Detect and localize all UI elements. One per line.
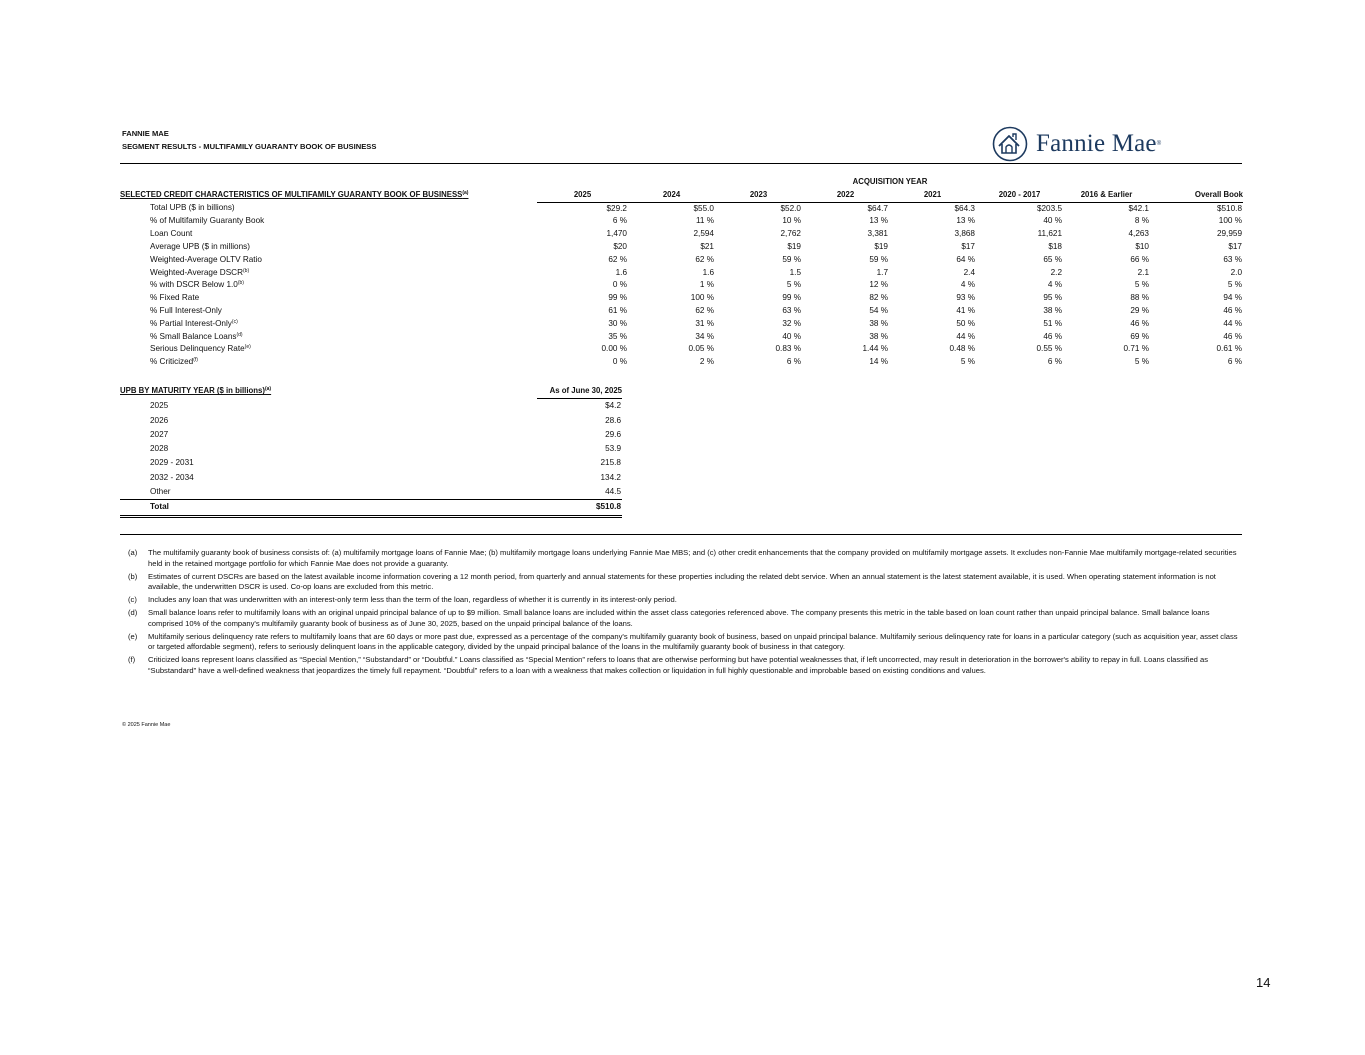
row-label-text: % Partial Interest-Only bbox=[150, 318, 232, 328]
footnote-letter: (b) bbox=[128, 571, 138, 581]
table-cell: 46 % bbox=[1223, 305, 1242, 315]
row-label-text: % Full Interest-Only bbox=[150, 305, 222, 315]
table-cell: 95 % bbox=[1043, 293, 1062, 303]
row-label bbox=[120, 202, 525, 215]
column-header: 2022 bbox=[802, 189, 889, 202]
table-cell: $17 bbox=[1228, 241, 1242, 251]
footnote-ref: (d) bbox=[236, 331, 243, 338]
footnote-ref: (e) bbox=[244, 344, 251, 351]
table-cell: 0.00 % bbox=[601, 344, 627, 354]
row-label-text: % Small Balance Loans bbox=[150, 331, 237, 341]
table-cell: 31 % bbox=[695, 318, 714, 328]
table-cell: 10 % bbox=[782, 216, 801, 226]
column-header: 2020 - 2017 bbox=[976, 189, 1063, 202]
maturity-row bbox=[120, 442, 622, 456]
logo-wordmark: Fannie Mae bbox=[1036, 130, 1157, 157]
footnote-ref: (b) bbox=[237, 280, 244, 287]
table-cell: 41 % bbox=[956, 305, 975, 315]
row-label bbox=[120, 292, 525, 305]
table-cell: $21 bbox=[700, 241, 714, 251]
footnote-ref: (b) bbox=[243, 267, 250, 274]
table-cell: 59 % bbox=[782, 254, 801, 264]
table-cell: 2 % bbox=[699, 357, 714, 367]
table-row bbox=[120, 318, 1243, 331]
house-emblem-icon bbox=[992, 126, 1028, 162]
row-label bbox=[120, 343, 525, 356]
table-row bbox=[120, 343, 1243, 356]
maturity-value: 29.6 bbox=[605, 429, 621, 439]
spacer-cell bbox=[525, 241, 537, 254]
row-label bbox=[120, 279, 525, 292]
table-cell: 0.71 % bbox=[1123, 344, 1149, 354]
maturity-label: 2026 bbox=[150, 415, 169, 425]
table-cell: 46 % bbox=[1130, 318, 1149, 328]
table-cell: 59 % bbox=[869, 254, 888, 264]
maturity-total-label: Total bbox=[120, 500, 537, 516]
maturity-label: 2027 bbox=[150, 429, 169, 439]
table-cell: 40 % bbox=[1043, 216, 1062, 226]
table-cell: 32 % bbox=[782, 318, 801, 328]
table-cell: 6 % bbox=[786, 357, 801, 367]
table-cell: 46 % bbox=[1223, 331, 1242, 341]
row-label-text: Total UPB ($ in billions) bbox=[150, 203, 235, 213]
spacer-cell bbox=[525, 202, 537, 215]
column-header-row bbox=[120, 189, 1243, 202]
table-cell: 38 % bbox=[869, 318, 888, 328]
registered-mark: ® bbox=[1156, 141, 1162, 147]
maturity-label: 2032 - 2034 bbox=[150, 472, 194, 482]
maturity-row bbox=[120, 414, 622, 428]
maturity-label: 2025 bbox=[150, 401, 169, 411]
row-label bbox=[120, 215, 525, 228]
spacer-cell bbox=[525, 318, 537, 331]
row-label-text: % Fixed Rate bbox=[150, 293, 200, 303]
spacer-cell bbox=[525, 215, 537, 228]
maturity-table bbox=[120, 384, 622, 518]
spacer-cell bbox=[525, 343, 537, 356]
report-title: SEGMENT RESULTS - MULTIFAMILY GUARANTY BOOK OF BUSINESS bbox=[122, 142, 377, 151]
row-label bbox=[120, 318, 525, 331]
page-number: 14 bbox=[1256, 975, 1271, 990]
table-cell: 13 % bbox=[869, 216, 888, 226]
acquisition-year-header: ACQUISITION YEAR bbox=[852, 177, 928, 186]
maturity-value: $4.2 bbox=[605, 401, 621, 411]
row-label bbox=[120, 305, 525, 318]
table-cell: $18 bbox=[1048, 241, 1062, 251]
table-cell: 64 % bbox=[956, 254, 975, 264]
maturity-row bbox=[120, 485, 622, 500]
table-row bbox=[120, 356, 1243, 369]
table-cell: 94 % bbox=[1223, 293, 1242, 303]
spacer-cell bbox=[525, 228, 537, 241]
maturity-total-row bbox=[120, 500, 622, 516]
table-row bbox=[120, 254, 1243, 267]
table-cell: $55.0 bbox=[693, 203, 714, 213]
table-cell: 46 % bbox=[1043, 331, 1062, 341]
footnote-letter: (d) bbox=[128, 608, 138, 618]
table-cell: 38 % bbox=[869, 331, 888, 341]
spacer-cell bbox=[525, 331, 537, 344]
maturity-total-value: $510.8 bbox=[537, 500, 622, 516]
table-cell: $20 bbox=[613, 241, 627, 251]
report-header bbox=[122, 127, 376, 153]
table-cell: 14 % bbox=[869, 357, 888, 367]
column-header: 2025 bbox=[537, 189, 628, 202]
row-label-text: Loan Count bbox=[150, 229, 193, 239]
table-row bbox=[120, 215, 1243, 228]
credit-characteristics-table bbox=[120, 176, 1243, 369]
table-cell: $19 bbox=[787, 241, 801, 251]
table-row bbox=[120, 279, 1243, 292]
table-cell: 99 % bbox=[782, 293, 801, 303]
maturity-value: 53.9 bbox=[605, 444, 621, 454]
row-label-text: Weighted-Average OLTV Ratio bbox=[150, 254, 262, 264]
table-cell: 1 % bbox=[699, 280, 714, 290]
table-cell: 62 % bbox=[608, 254, 627, 264]
maturity-label: 2029 - 2031 bbox=[150, 458, 194, 468]
table-cell: 12 % bbox=[869, 280, 888, 290]
credit-section-title: SELECTED CREDIT CHARACTERISTICS OF MULTIFAMILY GUARANTY BOOK OF BUSINESS$^{(a)}$ bbox=[120, 190, 469, 200]
row-label bbox=[120, 267, 525, 280]
footnotes bbox=[128, 548, 1238, 679]
table-cell: 2,762 bbox=[780, 229, 801, 239]
company-name: FANNIE MAE bbox=[122, 129, 169, 138]
table-cell: 100 % bbox=[1218, 216, 1242, 226]
table-cell: 2.4 bbox=[963, 267, 975, 277]
spacer-cell bbox=[525, 292, 537, 305]
table-cell: 100 % bbox=[690, 293, 714, 303]
table-cell: 63 % bbox=[1223, 254, 1242, 264]
table-row bbox=[120, 305, 1243, 318]
table-cell: $64.3 bbox=[954, 203, 975, 213]
spacer-cell bbox=[525, 254, 537, 267]
table-cell: 38 % bbox=[1043, 305, 1062, 315]
table-cell: 0 % bbox=[612, 357, 627, 367]
footnote bbox=[128, 632, 1238, 653]
footnote-text: Multifamily serious delinquency rate refers to multifamily loans that are 60 days or more past due, expressed as a percentage of the company's multifamily guaranty book of business, based on unpaid principal balance. Multifamily serious delinquency rate for loans in a particular category (such as acquisition year, asset class or targeted affordable segment), refers to seriously delinquent loans in the applicable category, divided by the unpaid principal balance of the loans in the multifamily guaranty book of business in that category. bbox=[148, 631, 1238, 652]
table-cell: $10 bbox=[1135, 241, 1149, 251]
row-label-text: Weighted-Average DSCR bbox=[150, 267, 243, 277]
table-cell: 2.2 bbox=[1050, 267, 1062, 277]
table-cell: 6 % bbox=[612, 216, 627, 226]
table-cell: 54 % bbox=[869, 305, 888, 315]
maturity-section-title: UPB BY MATURITY YEAR ($ in billions)$^{(a)}$ bbox=[120, 386, 272, 396]
row-label bbox=[120, 241, 525, 254]
table-cell: 1.7 bbox=[876, 267, 888, 277]
maturity-value: 134.2 bbox=[600, 472, 621, 482]
table-cell: 0.48 % bbox=[949, 344, 975, 354]
table-cell: 44 % bbox=[956, 331, 975, 341]
table-cell: 5 % bbox=[960, 357, 975, 367]
footnote-text: Small balance loans refer to multifamily loans with an original unpaid principal balance of up to $9 million. Small balance loans are included within the asset class categories referenced above. The company presents this metric in the table based on loan count rather than unpaid principal balance. Small balance loans comprised 10% of the company's multifamily guaranty book of business as of June 30, 2025, based on the unpaid principal balance of the loans. bbox=[148, 608, 1210, 628]
footnote bbox=[128, 572, 1238, 593]
spacer-cell bbox=[525, 279, 537, 292]
table-cell: 5 % bbox=[1134, 357, 1149, 367]
footnote-text: Criticized loans represent loans classified as “Special Mention,” “Substandard” or “Doubtful.” Loans classified as “Special Mention” refers to loans that are otherwise performing but have potential weaknesses that, if left uncorrected, may result in deterioration in the borrower's ability to repay in full. Loans classified as “Substandard” have a well-defined weakness that jeopardizes the timely full repayment. “Doubtful” refers to a loan with a weakness that makes collection or liquidation in full highly questionable and improbable based on existing conditions and values. bbox=[148, 655, 1209, 675]
table-cell: 4 % bbox=[960, 280, 975, 290]
row-label bbox=[120, 356, 525, 369]
table-cell: $64.7 bbox=[867, 203, 888, 213]
table-cell: 66 % bbox=[1130, 254, 1149, 264]
maturity-row bbox=[120, 471, 622, 485]
table-cell: 69 % bbox=[1130, 331, 1149, 341]
table-cell: 2,594 bbox=[693, 229, 714, 239]
table-cell: 65 % bbox=[1043, 254, 1062, 264]
table-cell: 63 % bbox=[782, 305, 801, 315]
spacer-cell bbox=[525, 305, 537, 318]
footnote-letter: (a) bbox=[128, 548, 138, 557]
row-label bbox=[120, 331, 525, 344]
spacer-cell bbox=[525, 356, 537, 369]
maturity-row bbox=[120, 399, 622, 414]
table-row bbox=[120, 241, 1243, 254]
footnote-text: Estimates of current DSCRs are based on the latest available income information covering a 12 month period, from quarterly and annual statements for these properties including the related debt service. When an annual statement is the latest statement available, it is used. When operating statement information is not available, the underwritten DSCR is used. Co-op loans are excluded from this metric. bbox=[148, 571, 1216, 592]
footnote-text: The multifamily guaranty book of business consists of: (a) multifamily mortgage loans of Fannie Mae; (b) multifamily mortgage loans underlying Fannie Mae MBS; and (c) other credit enhancements that the company provided on multifamily mortgage assets. It excludes non-Fannie Mae multifamily mortgage-related securities held in the retained mortgage portfolio for which Fannie Mae does not provide a guaranty. bbox=[148, 548, 1237, 568]
table-cell: 6 % bbox=[1227, 357, 1242, 367]
table-cell: 1.44 % bbox=[862, 344, 888, 354]
maturity-value: 44.5 bbox=[605, 487, 621, 497]
table-cell: 29,959 bbox=[1216, 229, 1242, 239]
table-cell: 82 % bbox=[869, 293, 888, 303]
column-header: 2021 bbox=[889, 189, 976, 202]
table-cell: $510.8 bbox=[1216, 203, 1242, 213]
row-label-text: % Criticized bbox=[150, 357, 194, 367]
table-cell: $19 bbox=[874, 241, 888, 251]
maturity-label: 2028 bbox=[150, 444, 169, 454]
footnote-letter: (f) bbox=[128, 655, 136, 665]
table-row bbox=[120, 331, 1243, 344]
table-cell: 88 % bbox=[1130, 293, 1149, 303]
table-cell: 0.61 % bbox=[1216, 344, 1242, 354]
table-cell: $203.5 bbox=[1036, 203, 1062, 213]
footnote-letter: (e) bbox=[128, 631, 138, 641]
row-label-text: Average UPB ($ in millions) bbox=[150, 241, 250, 251]
table-cell: 3,868 bbox=[954, 229, 975, 239]
table-cell: 51 % bbox=[1043, 318, 1062, 328]
footnote bbox=[128, 608, 1238, 629]
table-cell: 2.1 bbox=[1137, 267, 1149, 277]
table-cell: 1.5 bbox=[789, 267, 801, 277]
footnote-ref: (c) bbox=[231, 318, 238, 325]
fannie-mae-logo bbox=[992, 126, 1161, 162]
table-cell: 29 % bbox=[1130, 305, 1149, 315]
table-cell: 3,381 bbox=[867, 229, 888, 239]
row-label-text: % of Multifamily Guaranty Book bbox=[150, 216, 265, 226]
spacer-cell bbox=[525, 267, 537, 280]
table-row bbox=[120, 228, 1243, 241]
table-cell: 1,470 bbox=[606, 229, 627, 239]
column-header: 2016 & Earlier bbox=[1063, 189, 1150, 202]
table-cell: $29.2 bbox=[606, 203, 627, 213]
row-label bbox=[120, 228, 525, 241]
table-cell: 0.05 % bbox=[688, 344, 714, 354]
footnote bbox=[128, 595, 1238, 606]
maturity-row bbox=[120, 456, 622, 470]
footnote-text: Includes any loan that was underwritten with an interest-only term less than the term of the loan, regardless of whether it is currently in its interest-only period. bbox=[148, 595, 677, 605]
table-cell: 50 % bbox=[956, 318, 975, 328]
table-cell: $52.0 bbox=[780, 203, 801, 213]
table-cell: 35 % bbox=[608, 331, 627, 341]
table-cell: $42.1 bbox=[1128, 203, 1149, 213]
table-cell: 6 % bbox=[1047, 357, 1062, 367]
table-row bbox=[120, 267, 1243, 280]
footnote bbox=[128, 548, 1238, 569]
maturity-value: 28.6 bbox=[605, 415, 621, 425]
table-cell: 40 % bbox=[782, 331, 801, 341]
table-cell: $17 bbox=[961, 241, 975, 251]
table-cell: 5 % bbox=[786, 280, 801, 290]
table-cell: 2.0 bbox=[1230, 267, 1242, 277]
maturity-row bbox=[120, 428, 622, 442]
table-cell: 0.55 % bbox=[1036, 344, 1062, 354]
footnote-divider bbox=[120, 534, 1242, 535]
table-cell: 93 % bbox=[956, 293, 975, 303]
table-cell: 5 % bbox=[1227, 280, 1242, 290]
table-cell: 11 % bbox=[695, 216, 714, 226]
table-cell: 44 % bbox=[1223, 318, 1242, 328]
footnote-letter: (c) bbox=[128, 595, 137, 605]
table-cell: 0 % bbox=[612, 280, 627, 290]
maturity-header-row bbox=[120, 384, 622, 399]
table-cell: 4,263 bbox=[1128, 229, 1149, 239]
table-cell: 99 % bbox=[608, 293, 627, 303]
table-cell: 8 % bbox=[1134, 216, 1149, 226]
header-divider bbox=[120, 163, 1242, 164]
table-cell: 34 % bbox=[695, 331, 714, 341]
table-cell: 1.6 bbox=[702, 267, 714, 277]
maturity-column-header: As of June 30, 2025 bbox=[537, 384, 622, 399]
maturity-label: Other bbox=[150, 487, 171, 497]
table-cell: 5 % bbox=[1134, 280, 1149, 290]
footnote-ref: (f) bbox=[193, 357, 198, 364]
table-cell: 62 % bbox=[695, 305, 714, 315]
footnote bbox=[128, 655, 1238, 676]
maturity-value: 215.8 bbox=[600, 458, 621, 468]
row-label-text: % with DSCR Below 1.0 bbox=[150, 280, 238, 290]
table-row bbox=[120, 292, 1243, 305]
table-cell: 62 % bbox=[695, 254, 714, 264]
table-cell: 11,621 bbox=[1037, 229, 1062, 239]
table-cell: 61 % bbox=[608, 305, 627, 315]
table-cell: 13 % bbox=[956, 216, 975, 226]
row-label-text: Serious Delinquency Rate bbox=[150, 344, 245, 354]
table-row bbox=[120, 202, 1243, 215]
column-header: 2024 bbox=[628, 189, 715, 202]
table-cell: 0.83 % bbox=[775, 344, 801, 354]
column-header: 2023 bbox=[715, 189, 802, 202]
table-cell: 30 % bbox=[608, 318, 627, 328]
row-label bbox=[120, 254, 525, 267]
copyright: © 2025 Fannie Mae bbox=[122, 722, 171, 728]
column-header: Overall Book bbox=[1150, 189, 1243, 202]
acquisition-year-row bbox=[120, 176, 1243, 189]
table-cell: 4 % bbox=[1047, 280, 1062, 290]
table-cell: 1.6 bbox=[615, 267, 627, 277]
